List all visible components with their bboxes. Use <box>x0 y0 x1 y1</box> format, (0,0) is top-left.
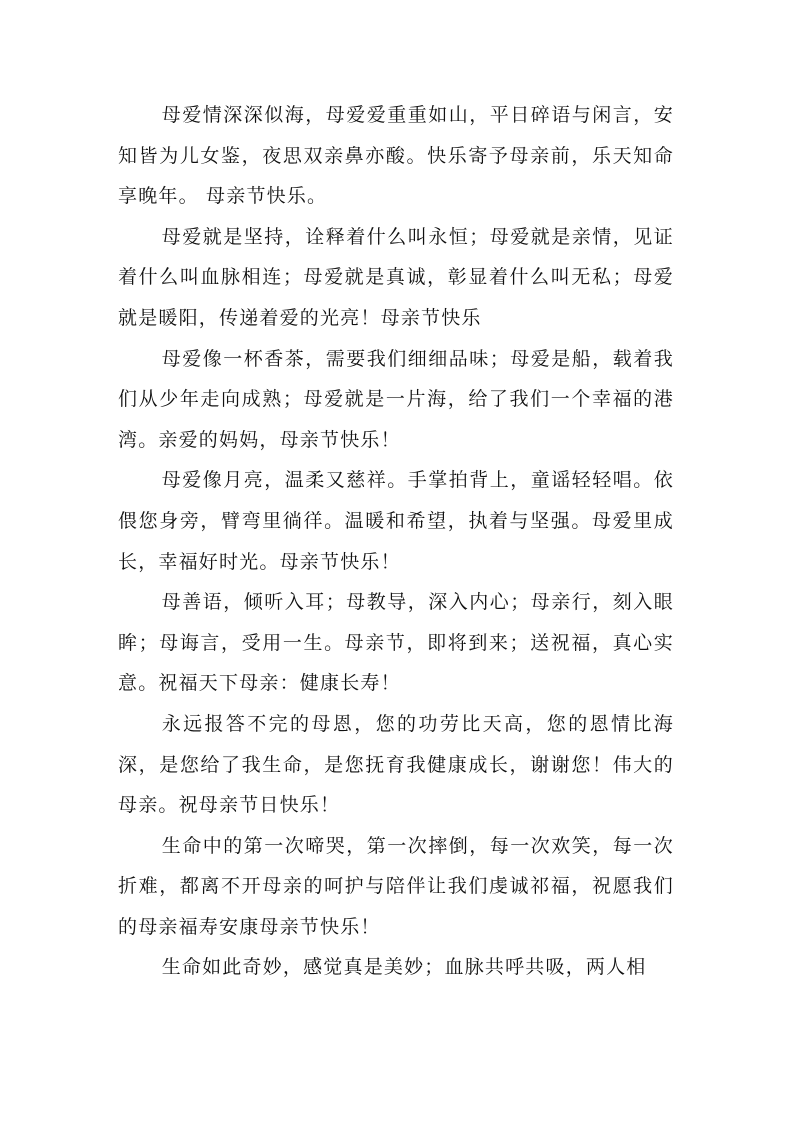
paragraph-2: 母爱就是坚持，诠释着什么叫永恒；母爱就是亲情，见证着什么叫血脉相连；母爱就是真诚，彰显着什么叫无私；母爱就是暖阳，传递着爱的光亮！母亲节快乐 <box>118 225 674 329</box>
paragraph-6: 永远报答不完的母恩，您的功劳比天高，您的恩情比海深，是您给了我生命，是您抚育我健康成长，谢谢您！伟大的母亲。祝母亲节日快乐！ <box>118 712 674 817</box>
paragraph-1: 母爱情深深似海，母爱爱重重如山，平日碎语与闲言，安知皆为儿女鉴，夜思双亲鼻亦酸。快乐寄予母亲前，乐天知命享晚年。 母亲节快乐。 <box>118 104 674 208</box>
document-page <box>118 95 674 988</box>
paragraph-7: 生命中的第一次啼哭，第一次摔倒，每一次欢笑，每一次折难，都离不开母亲的呵护与陪伴让我们虔诚祁福，祝愿我们的母亲福寿安康母亲节快乐！ <box>118 834 674 938</box>
paragraph-5: 母善语，倾听入耳；母教导，深入内心；母亲行，刻入眼眸；母诲言，受用一生。母亲节，即将到来；送祝福，真心实意。祝福天下母亲：健康长寿！ <box>118 591 674 695</box>
paragraph-3: 母爱像一杯香茶，需要我们细细品味；母爱是船，载着我们从少年走向成熟；母爱就是一片海，给了我们一个幸福的港湾。亲爱的妈妈，母亲节快乐！ <box>118 347 674 451</box>
paragraph-8: 生命如此奇妙，感觉真是美妙；血脉共呼共吸，两人相 <box>161 956 647 979</box>
paragraph-4: 母爱像月亮，温柔又慈祥。手掌拍背上，童谣轻轻唱。依偎您身旁，臂弯里徜徉。温暖和希望，执着与坚强。母爱里成长，幸福好时光。母亲节快乐！ <box>118 469 674 573</box>
